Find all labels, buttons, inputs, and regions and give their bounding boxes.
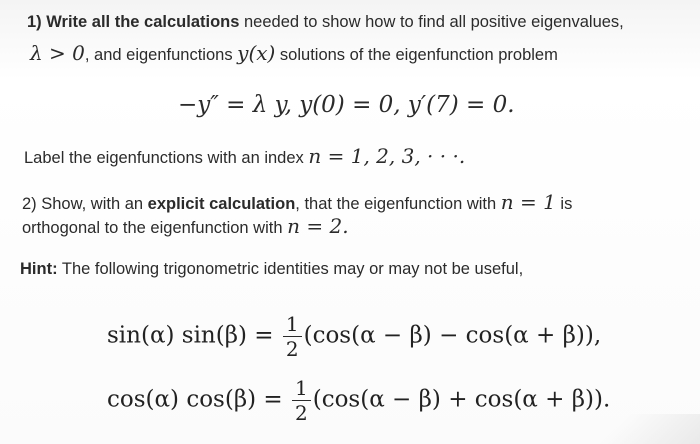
identity2-lhs: cos(α) cos(β) = bbox=[107, 386, 283, 413]
label-text: Label the eigenfunctions with an index bbox=[24, 149, 309, 167]
identity2-numerator: 1 bbox=[292, 376, 311, 401]
label-instruction bbox=[24, 144, 465, 168]
problem1-line1-text: needed to show how to find all positive eigenvalues, bbox=[239, 13, 624, 31]
problem2-n2: n = 2. bbox=[287, 214, 349, 238]
identity2-denominator: 2 bbox=[295, 401, 308, 425]
eigenfunction-symbol: y(x) bbox=[237, 41, 276, 65]
problem2-line1-c: is bbox=[555, 195, 573, 213]
problem1-heading: 1) Write all the calculations bbox=[27, 13, 240, 31]
index-sequence: n = 1, 2, 3, · · ·. bbox=[308, 144, 466, 168]
identity1-lhs: sin(α) sin(β) = bbox=[107, 322, 274, 349]
problem1-line2 bbox=[30, 41, 558, 65]
identity-cosine-product bbox=[107, 376, 610, 425]
identity1-denominator: 2 bbox=[285, 337, 299, 361]
eigenvalue-equation: −y″ = λ y, y(0) = 0, y′(7) = 0. bbox=[178, 92, 515, 118]
problem1-line2-text: solutions of the eigenfunction problem bbox=[275, 46, 558, 64]
identity1-rhs: (cos(α − β) − cos(α + β)), bbox=[303, 322, 602, 349]
problem2-line2-a: orthogonal to the eigenfunction with bbox=[22, 219, 288, 237]
identity1-fraction bbox=[283, 312, 302, 361]
problem2-n1: n = 1 bbox=[500, 190, 556, 214]
hint-line bbox=[20, 260, 523, 279]
identity-sine-product bbox=[107, 312, 601, 361]
page-shadow bbox=[560, 414, 700, 444]
problem2-line1-a: 2) Show, with an bbox=[22, 195, 148, 213]
identity2-rhs: (cos(α − β) + cos(α + β)). bbox=[312, 386, 611, 413]
hint-text: The following trigonometric identities may or may not be useful, bbox=[57, 260, 524, 278]
lambda-condition: λ > 0 bbox=[30, 41, 85, 65]
problem1-line2-mid: , and eigenfunctions bbox=[84, 46, 238, 64]
problem2-line1 bbox=[22, 190, 572, 214]
problem2-line1-b: , that the eigenfunction with bbox=[295, 195, 501, 213]
identity1-numerator: 1 bbox=[283, 312, 302, 337]
problem2-line2 bbox=[22, 214, 349, 238]
problem1-line1 bbox=[27, 13, 624, 32]
hint-label: Hint: bbox=[20, 260, 58, 278]
problem2-emphasis: explicit calculation bbox=[147, 195, 296, 213]
identity2-fraction bbox=[292, 376, 311, 425]
